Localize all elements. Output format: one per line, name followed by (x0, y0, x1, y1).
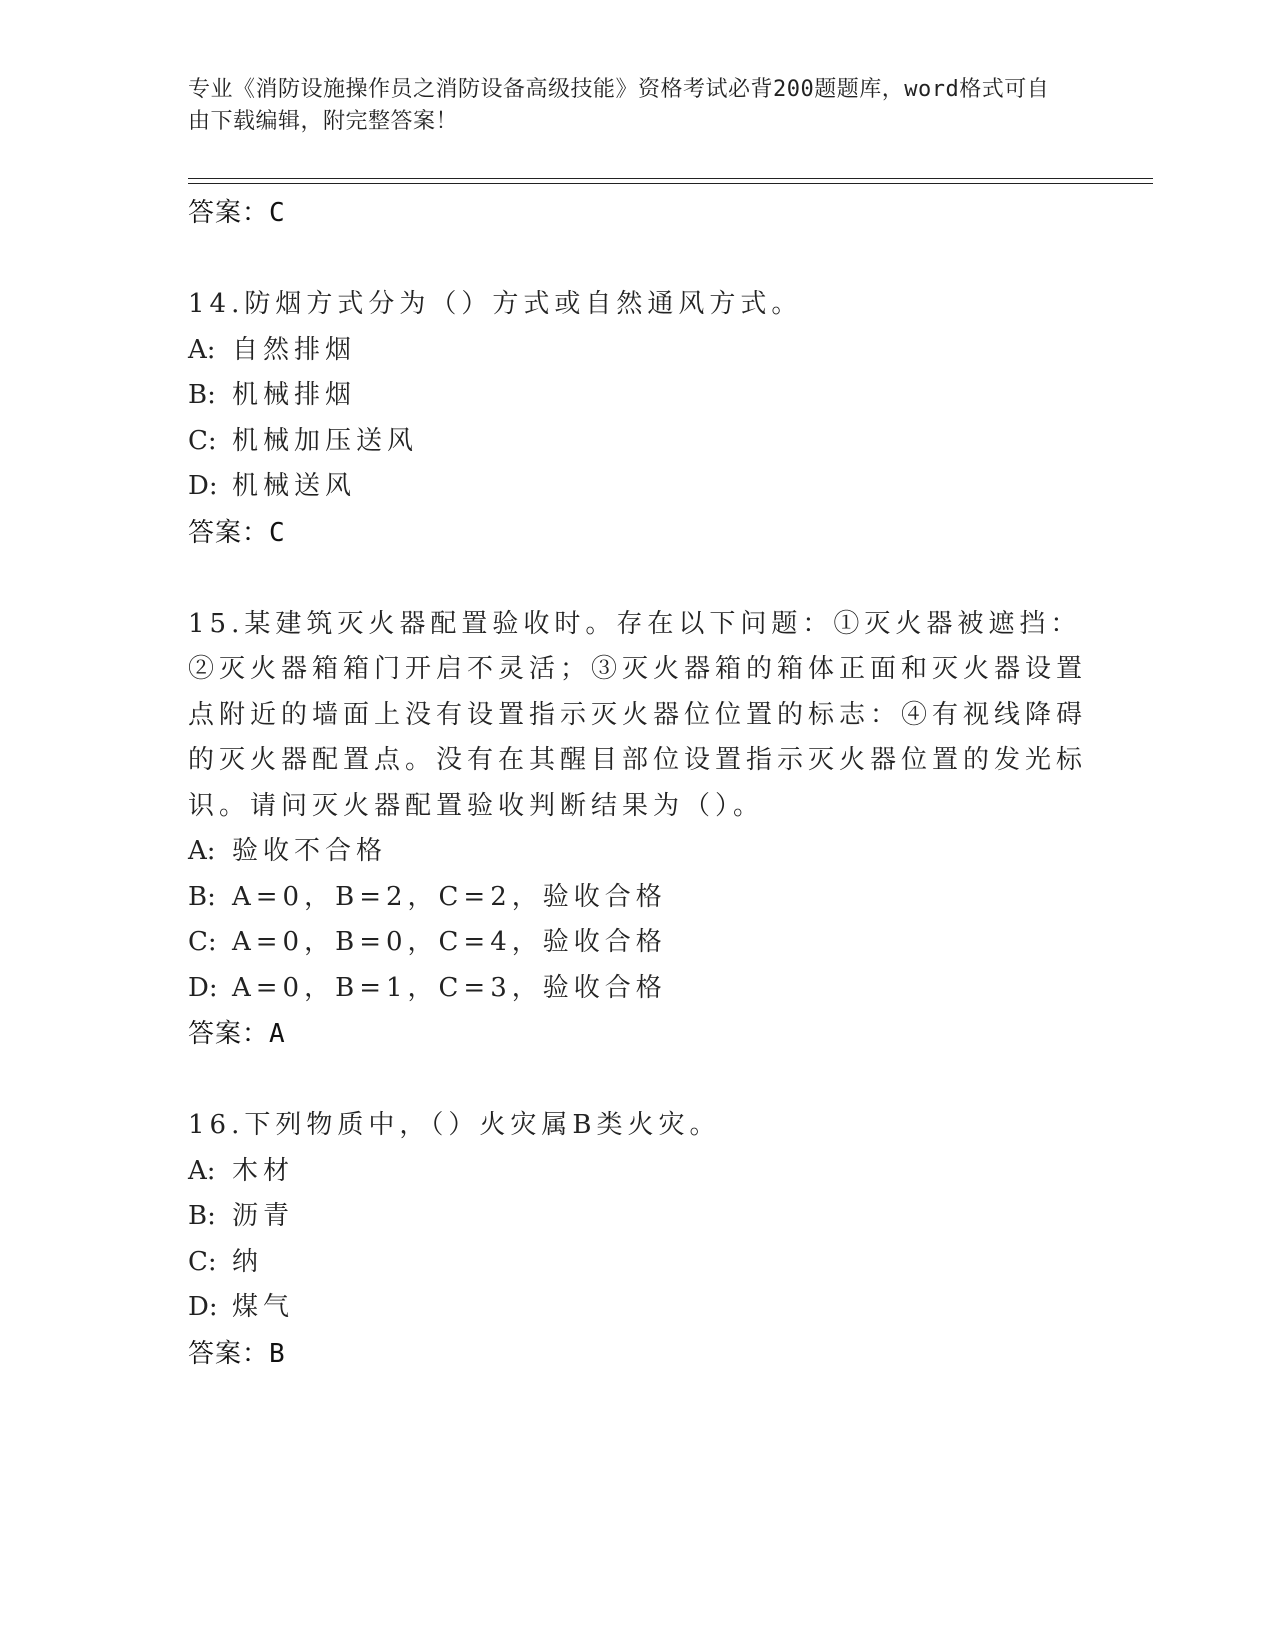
option-text: 自然排烟 (232, 334, 357, 365)
option-text: 沥青 (232, 1201, 295, 1231)
option-letter: B: (188, 380, 216, 410)
header-divider-top (188, 178, 1153, 179)
option-letter: C: (188, 1246, 217, 1277)
option-text: 木材 (232, 1155, 295, 1186)
answer: 答案：B (188, 1338, 286, 1369)
option-letter: B: (188, 881, 216, 912)
question-14 (188, 282, 1088, 556)
option-c (188, 920, 1088, 966)
option-a (188, 829, 1088, 875)
question-list (188, 190, 1088, 1377)
option-letter: C: (188, 425, 217, 456)
option-letter: D: (188, 1292, 218, 1322)
option-b (188, 875, 1088, 921)
option-text: 机械加压送风 (232, 425, 419, 456)
option-text: A=0，B=2，C=2，验收合格 (232, 881, 667, 912)
option-letter: A: (188, 836, 216, 866)
option-a (188, 328, 1088, 374)
question-text: 14.防烟方式分为（）方式或自然通风方式。 (188, 289, 803, 319)
document-header: 专业《消防设施操作员之消防设备高级技能》资格考试必背200题题库，word格式可自由下载编辑，附完整答案！ (188, 77, 1050, 134)
option-b (188, 373, 1088, 419)
option-c (188, 419, 1088, 465)
spacer (188, 556, 1088, 602)
option-letter: D: (188, 972, 218, 1003)
previous-answer: 答案：C (188, 198, 286, 228)
header-divider-bottom (188, 183, 1153, 184)
answer: 答案：A (188, 1019, 286, 1049)
option-letter: D: (188, 471, 218, 501)
option-text: 验收不合格 (232, 836, 388, 866)
option-d (188, 966, 1088, 1012)
option-letter: A: (188, 334, 216, 365)
option-text: A=0，B=0，C=4，验收合格 (232, 927, 667, 957)
option-letter: A: (188, 1155, 216, 1186)
answer: 答案：C (188, 517, 286, 548)
option-d (188, 1285, 1088, 1331)
option-text: 煤气 (232, 1292, 295, 1322)
option-text: 纳 (232, 1246, 264, 1277)
option-b (188, 1194, 1088, 1240)
option-letter: B: (188, 1201, 216, 1231)
spacer (188, 236, 1088, 282)
option-text: 机械排烟 (232, 380, 357, 410)
option-d (188, 464, 1088, 510)
spacer (188, 1057, 1088, 1103)
option-letter: C: (188, 927, 217, 957)
option-text: 机械送风 (232, 471, 357, 501)
option-c (188, 1240, 1088, 1286)
option-a (188, 1149, 1088, 1195)
question-text: 16.下列物质中，（）火灾属B类火灾。 (188, 1110, 721, 1140)
question-15 (188, 602, 1088, 1058)
option-text: A=0，B=1，C=3，验收合格 (232, 972, 667, 1003)
question-text: 15.某建筑灭火器配置验收时。存在以下问题：①灭火器被遮挡：②灭火器箱箱门开启不灵活；③灭火器箱的箱体正面和灭火器设置点附近的墙面上没有设置指示灭火器位位置的标志：④有视线降碍的灭火器配置点。没有在其醒目部位设置指示灭火器位置的发光标识。请问灭火器配置验收判断结果为（）。 (188, 608, 1088, 821)
question-16 (188, 1103, 1088, 1377)
